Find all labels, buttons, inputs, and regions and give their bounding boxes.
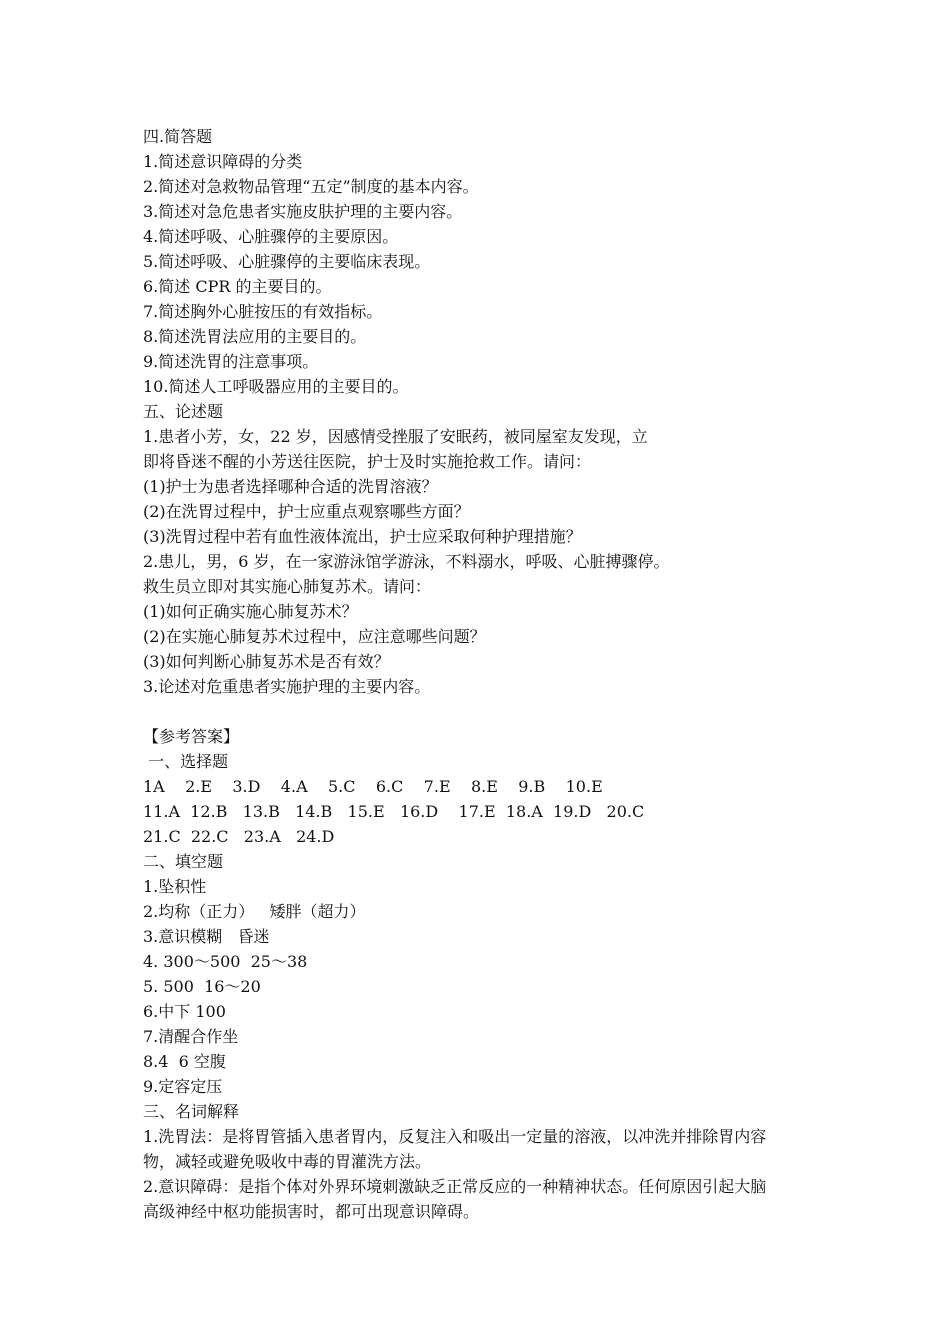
term-definition-line: 1.洗胃法：是将胃管插入患者胃内，反复注入和吸出一定量的溶液，以冲洗并排除胃内容 — [143, 1127, 767, 1146]
essay-line: 3.论述对危重患者实施护理的主要内容。 — [143, 677, 431, 696]
essay-line: (1)如何正确实施心肺复苏术？ — [143, 602, 358, 621]
question-item: 7.简述胸外心脏按压的有效指标。 — [143, 302, 383, 321]
choice-answer-row: 11.A 12.B 13.B 14.B 15.E 16.D 17.E 18.A 19.D 20.C — [143, 802, 645, 821]
fill-answer-item: 2.均称（正力） 矮胖（超力） — [143, 902, 366, 921]
essay-line: (3)洗胃过程中若有血性液体流出，护士应采取何种护理措施？ — [143, 527, 582, 546]
fill-answer-item: 9.定容定压 — [143, 1077, 223, 1096]
question-item: 8.简述洗胃法应用的主要目的。 — [143, 327, 367, 346]
fill-answer-item: 4. 300～500 25～38 — [143, 952, 308, 971]
term-definition-line: 2.意识障碍：是指个体对外界环境刺激缺乏正常反应的一种精神状态。任何原因引起大脑 — [143, 1177, 767, 1196]
section-heading-choice: 一、选择题 — [143, 752, 229, 771]
essay-line: 1.患者小芳，女，22 岁，因感情受挫服了安眠药，被同屋室友发现，立 — [143, 427, 648, 446]
fill-answer-item: 7.清醒合作坐 — [143, 1027, 239, 1046]
choice-answer-row: 1A 2.E 3.D 4.A 5.C 6.C 7.E 8.E 9.B 10.E — [143, 777, 603, 796]
section-heading-fill: 二、填空题 — [143, 852, 224, 871]
answers-heading: 【参考答案】 — [143, 727, 240, 746]
essay-line: 2.患儿，男，6 岁，在一家游泳馆学游泳，不料溺水，呼吸、心脏搏骤停。 — [143, 552, 670, 571]
fill-answer-item: 6.中下 100 — [143, 1002, 226, 1021]
blank-line — [143, 699, 808, 724]
question-item: 10.简述人工呼吸器应用的主要目的。 — [143, 377, 409, 396]
fill-answer-item: 3.意识模糊 昏迷 — [143, 927, 270, 946]
fill-answer-item: 5. 500 16～20 — [143, 977, 261, 996]
fill-answer-item: 1.坠积性 — [143, 877, 207, 896]
term-definition-line: 物，减轻或避免吸收中毒的胃灌洗方法。 — [143, 1152, 432, 1171]
question-item: 2.简述对急救物品管理“五定”制度的基本内容。 — [143, 177, 479, 196]
essay-line: (2)在洗胃过程中，护士应重点观察哪些方面？ — [143, 502, 470, 521]
question-item: 3.简述对急危患者实施皮肤护理的主要内容。 — [143, 202, 463, 221]
fill-answer-item: 8.4 6 空腹 — [143, 1052, 226, 1071]
essay-line: (1)护士为患者选择哪种合适的洗胃溶液？ — [143, 477, 438, 496]
document-page — [143, 124, 808, 1224]
essay-line: (3)如何判断心肺复苏术是否有效？ — [143, 652, 390, 671]
question-item: 9.简述洗胃的注意事项。 — [143, 352, 319, 371]
essay-line: 即将昏迷不醒的小芳送往医院，护士及时实施抢救工作。请问： — [143, 452, 592, 471]
question-item: 5.简述呼吸、心脏骤停的主要临床表现。 — [143, 252, 431, 271]
question-item: 6.简述 CPR 的主要目的。 — [143, 277, 332, 296]
question-item: 4.简述呼吸、心脏骤停的主要原因。 — [143, 227, 399, 246]
term-definition-line: 高级神经中枢功能损害时，都可出现意识障碍。 — [143, 1202, 480, 1221]
section-heading-short-answer: 四.简答题 — [143, 127, 213, 146]
section-heading-essay: 五、论述题 — [143, 402, 224, 421]
question-item: 1.简述意识障碍的分类 — [143, 152, 303, 171]
choice-answer-row: 21.C 22.C 23.A 24.D — [143, 827, 335, 846]
section-heading-terms: 三、名词解释 — [143, 1102, 240, 1121]
essay-line: 救生员立即对其实施心肺复苏术。请问： — [143, 577, 432, 596]
essay-line: (2)在实施心肺复苏术过程中，应注意哪些问题？ — [143, 627, 486, 646]
